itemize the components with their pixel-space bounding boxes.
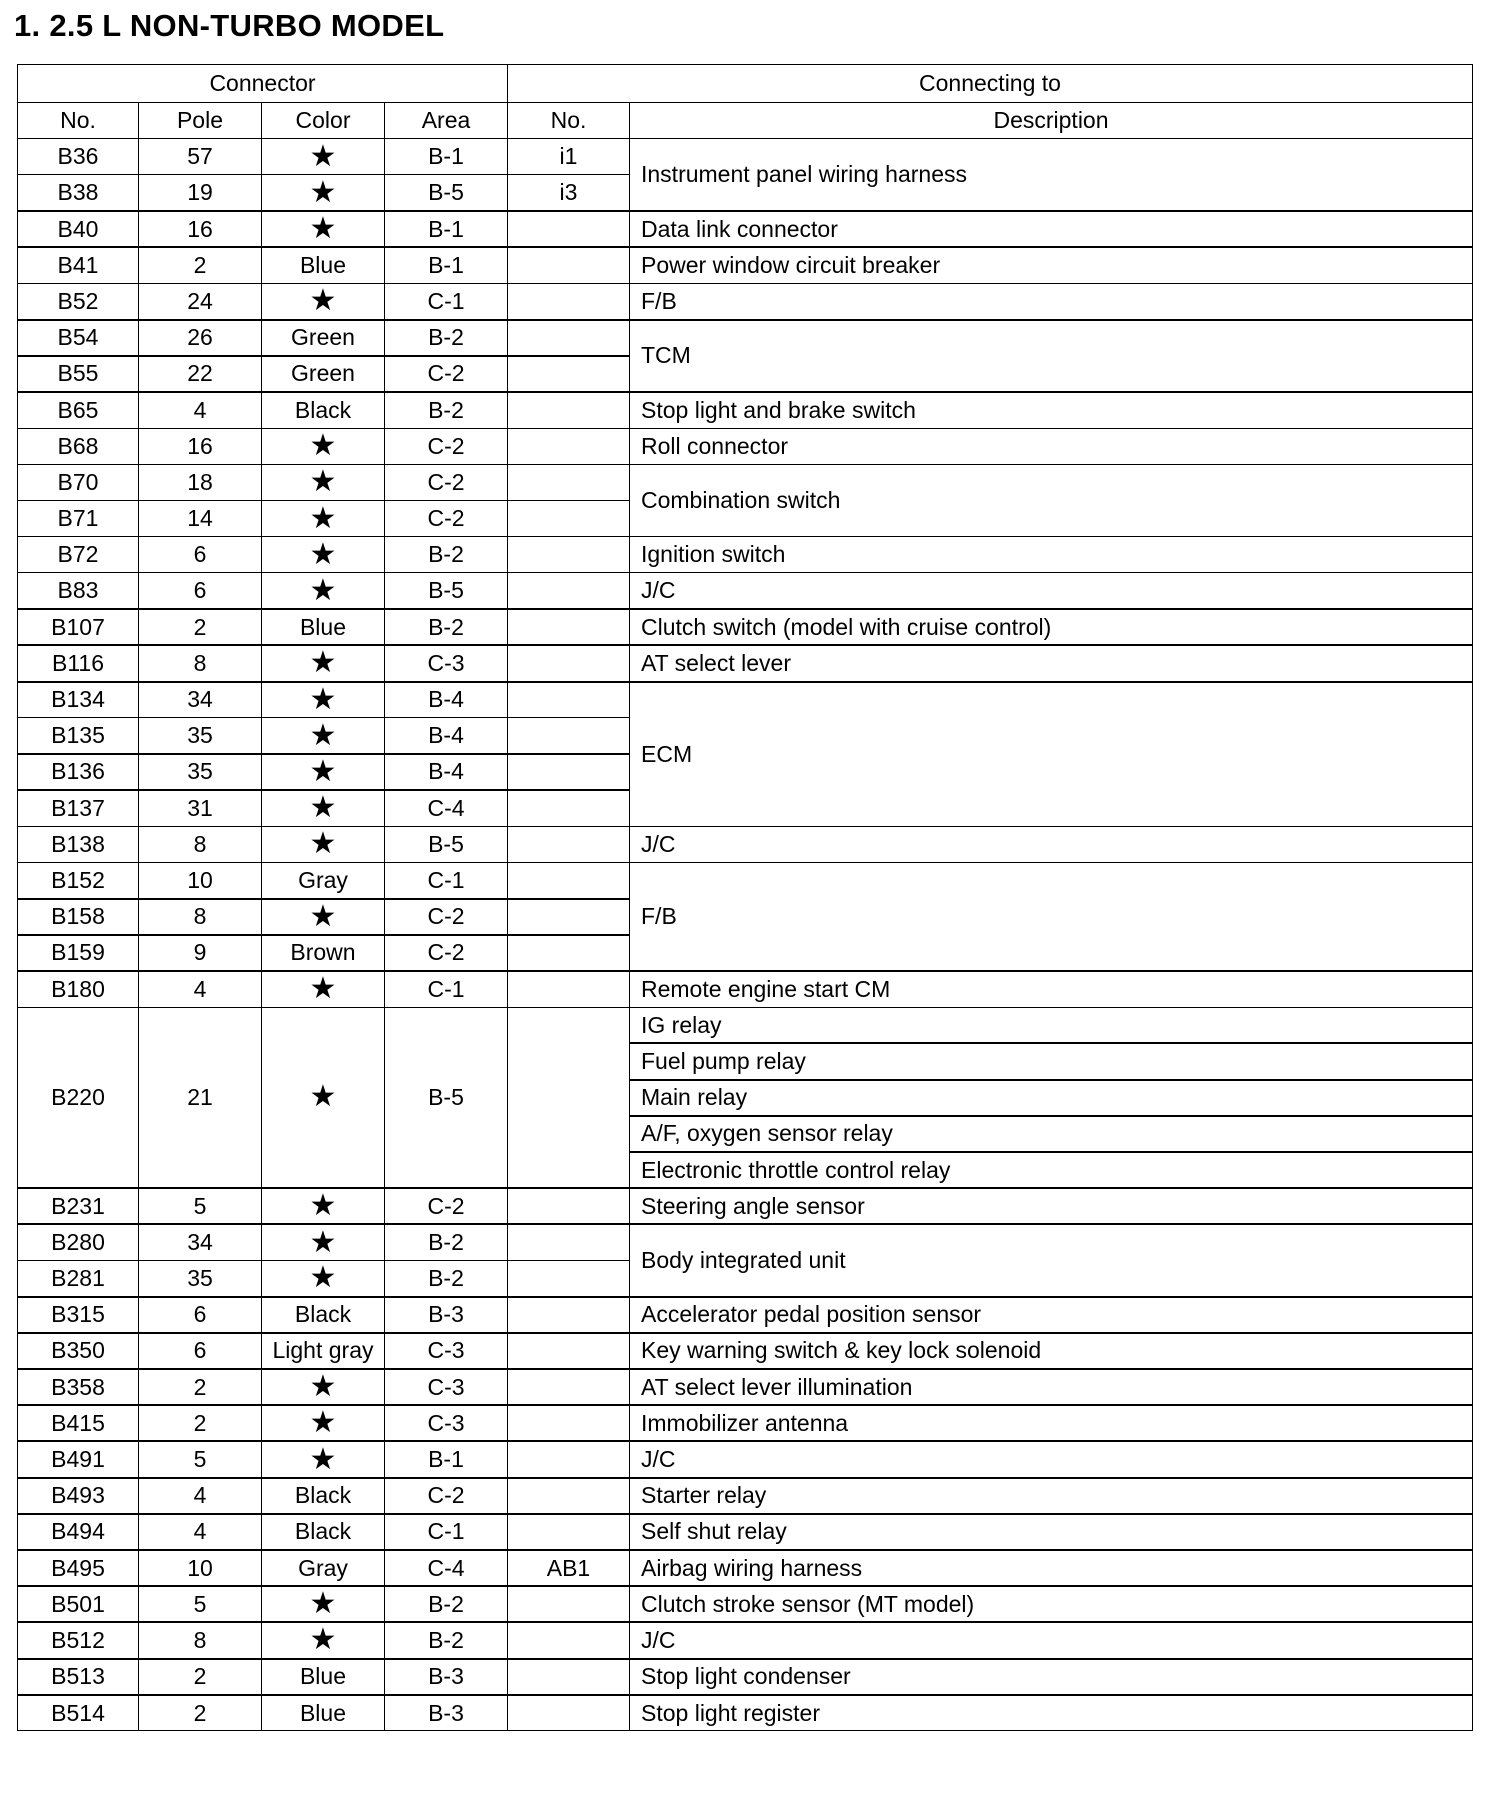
- area-cell: B-1: [385, 139, 508, 175]
- column-header-connecting-no: No.: [508, 103, 630, 139]
- pole-cell: 35: [139, 1261, 262, 1297]
- connecting-no-cell: [508, 501, 630, 537]
- color-cell: ★: [262, 682, 385, 718]
- connecting-no-cell: [508, 790, 630, 826]
- color-cell: Gray: [262, 1550, 385, 1586]
- connector-no-cell: B116: [18, 645, 139, 681]
- table-row: [18, 1007, 1473, 1043]
- page-title: 1. 2.5 L NON-TURBO MODEL: [14, 8, 445, 43]
- connecting-no-cell: [508, 1441, 630, 1477]
- connector-no-cell: B495: [18, 1550, 139, 1586]
- connector-no-cell: B493: [18, 1478, 139, 1514]
- table-row: [18, 609, 1473, 645]
- connector-no-cell: B494: [18, 1514, 139, 1550]
- connector-no-cell: B38: [18, 175, 139, 211]
- pole-cell: 2: [139, 1369, 262, 1405]
- connector-no-cell: B180: [18, 971, 139, 1007]
- connector-no-cell: B55: [18, 356, 139, 392]
- table-row: [18, 1188, 1473, 1224]
- color-cell: ★: [262, 139, 385, 175]
- description-cell: Data link connector: [630, 211, 1473, 247]
- connector-no-cell: B415: [18, 1405, 139, 1441]
- description-cell: Steering angle sensor: [630, 1188, 1473, 1224]
- pole-cell: 9: [139, 935, 262, 971]
- description-cell: F/B: [630, 862, 1473, 971]
- table-row: [18, 428, 1473, 464]
- description-cell: Key warning switch & key lock solenoid: [630, 1333, 1473, 1369]
- connecting-no-cell: AB1: [508, 1550, 630, 1586]
- pole-cell: 6: [139, 573, 262, 609]
- connecting-no-cell: [508, 935, 630, 971]
- pole-cell: 5: [139, 1188, 262, 1224]
- area-cell: C-2: [385, 356, 508, 392]
- table-row: [18, 1297, 1473, 1333]
- area-cell: B-3: [385, 1297, 508, 1333]
- pole-cell: 22: [139, 356, 262, 392]
- table-row: [18, 1550, 1473, 1586]
- table-row: [18, 1659, 1473, 1695]
- connecting-no-cell: [508, 862, 630, 898]
- description-cell: J/C: [630, 826, 1473, 862]
- connecting-no-cell: [508, 718, 630, 754]
- connector-no-cell: B68: [18, 428, 139, 464]
- color-cell: ★: [262, 971, 385, 1007]
- connecting-no-cell: [508, 1261, 630, 1297]
- description-cell: Immobilizer antenna: [630, 1405, 1473, 1441]
- description-cell: Power window circuit breaker: [630, 247, 1473, 283]
- table-row: [18, 1622, 1473, 1658]
- area-cell: B-2: [385, 1261, 508, 1297]
- description-cell: Accelerator pedal position sensor: [630, 1297, 1473, 1333]
- area-cell: C-1: [385, 862, 508, 898]
- connecting-no-cell: [508, 899, 630, 935]
- description-cell: Self shut relay: [630, 1514, 1473, 1550]
- connector-group-header: Connector: [18, 65, 508, 103]
- table-row: [18, 1441, 1473, 1477]
- pole-cell: 26: [139, 320, 262, 356]
- color-cell: ★: [262, 1622, 385, 1658]
- connecting-to-group-header: Connecting to: [508, 65, 1473, 103]
- color-cell: ★: [262, 1441, 385, 1477]
- color-cell: ★: [262, 1224, 385, 1260]
- color-cell: ★: [262, 645, 385, 681]
- connector-no-cell: B350: [18, 1333, 139, 1369]
- color-cell: Green: [262, 320, 385, 356]
- connecting-no-cell: [508, 464, 630, 500]
- pole-cell: 10: [139, 1550, 262, 1586]
- area-cell: C-1: [385, 1514, 508, 1550]
- description-cell: J/C: [630, 1441, 1473, 1477]
- connecting-no-cell: [508, 1622, 630, 1658]
- description-cell: J/C: [630, 1622, 1473, 1658]
- description-cell: Ignition switch: [630, 537, 1473, 573]
- area-cell: B-1: [385, 1441, 508, 1477]
- connector-no-cell: B40: [18, 211, 139, 247]
- area-cell: C-2: [385, 464, 508, 500]
- connector-no-cell: B280: [18, 1224, 139, 1260]
- description-cell: Body integrated unit: [630, 1224, 1473, 1296]
- area-cell: B-2: [385, 1622, 508, 1658]
- pole-cell: 35: [139, 718, 262, 754]
- pole-cell: 14: [139, 501, 262, 537]
- area-cell: B-3: [385, 1695, 508, 1731]
- table-body: [18, 139, 1473, 1731]
- pole-cell: 6: [139, 1333, 262, 1369]
- color-cell: ★: [262, 428, 385, 464]
- description-cell: AT select lever illumination: [630, 1369, 1473, 1405]
- color-cell: ★: [262, 573, 385, 609]
- color-cell: ★: [262, 1007, 385, 1188]
- connector-no-cell: B220: [18, 1007, 139, 1188]
- pole-cell: 10: [139, 862, 262, 898]
- connector-no-cell: B491: [18, 1441, 139, 1477]
- connecting-no-cell: [508, 682, 630, 718]
- description-cell: Fuel pump relay: [630, 1043, 1473, 1079]
- area-cell: B-2: [385, 609, 508, 645]
- pole-cell: 8: [139, 1622, 262, 1658]
- connecting-no-cell: [508, 537, 630, 573]
- description-cell: J/C: [630, 573, 1473, 609]
- pole-cell: 8: [139, 645, 262, 681]
- connector-no-cell: B137: [18, 790, 139, 826]
- table-row: [18, 320, 1473, 356]
- description-cell: Main relay: [630, 1080, 1473, 1116]
- area-cell: C-2: [385, 899, 508, 935]
- table-row: [18, 1224, 1473, 1260]
- description-cell: AT select lever: [630, 645, 1473, 681]
- color-cell: Brown: [262, 935, 385, 971]
- color-cell: ★: [262, 1586, 385, 1622]
- table-row: [18, 1405, 1473, 1441]
- pole-cell: 34: [139, 1224, 262, 1260]
- connector-no-cell: B72: [18, 537, 139, 573]
- connecting-no-cell: [508, 392, 630, 428]
- table-row: [18, 537, 1473, 573]
- connecting-no-cell: [508, 320, 630, 356]
- pole-cell: 2: [139, 1405, 262, 1441]
- color-cell: Light gray: [262, 1333, 385, 1369]
- pole-cell: 16: [139, 211, 262, 247]
- connector-no-cell: B41: [18, 247, 139, 283]
- connector-no-cell: B71: [18, 501, 139, 537]
- description-cell: Clutch switch (model with cruise control): [630, 609, 1473, 645]
- connecting-no-cell: [508, 1695, 630, 1731]
- color-cell: Black: [262, 1478, 385, 1514]
- area-cell: C-1: [385, 971, 508, 1007]
- pole-cell: 5: [139, 1441, 262, 1477]
- column-header-area: Area: [385, 103, 508, 139]
- table-row: [18, 826, 1473, 862]
- color-cell: ★: [262, 211, 385, 247]
- pole-cell: 21: [139, 1007, 262, 1188]
- connecting-no-cell: [508, 1224, 630, 1260]
- connector-no-cell: B512: [18, 1622, 139, 1658]
- pole-cell: 24: [139, 283, 262, 319]
- color-cell: ★: [262, 899, 385, 935]
- connector-no-cell: B52: [18, 283, 139, 319]
- area-cell: B-1: [385, 211, 508, 247]
- column-header-pole: Pole: [139, 103, 262, 139]
- table-row: [18, 1586, 1473, 1622]
- table-row: [18, 1478, 1473, 1514]
- connecting-no-cell: [508, 1586, 630, 1622]
- column-header-color: Color: [262, 103, 385, 139]
- area-cell: B-2: [385, 537, 508, 573]
- connecting-no-cell: [508, 1297, 630, 1333]
- area-cell: B-5: [385, 573, 508, 609]
- color-cell: ★: [262, 1261, 385, 1297]
- table-row: [18, 139, 1473, 175]
- area-cell: B-5: [385, 1007, 508, 1188]
- color-cell: Blue: [262, 1695, 385, 1731]
- pole-cell: 35: [139, 754, 262, 790]
- description-cell: Remote engine start CM: [630, 971, 1473, 1007]
- connector-no-cell: B36: [18, 139, 139, 175]
- connector-no-cell: B501: [18, 1586, 139, 1622]
- area-cell: C-3: [385, 1333, 508, 1369]
- color-cell: Gray: [262, 862, 385, 898]
- connecting-no-cell: [508, 573, 630, 609]
- connector-no-cell: B358: [18, 1369, 139, 1405]
- description-cell: Electronic throttle control relay: [630, 1152, 1473, 1188]
- table-row: [18, 211, 1473, 247]
- connecting-no-cell: [508, 1514, 630, 1550]
- table-row: [18, 283, 1473, 319]
- connector-no-cell: B152: [18, 862, 139, 898]
- color-cell: ★: [262, 826, 385, 862]
- table-row: [18, 464, 1473, 500]
- connector-no-cell: B159: [18, 935, 139, 971]
- pole-cell: 2: [139, 1659, 262, 1695]
- color-cell: Black: [262, 1514, 385, 1550]
- color-cell: Black: [262, 1297, 385, 1333]
- description-cell: Stop light condenser: [630, 1659, 1473, 1695]
- connector-no-cell: B70: [18, 464, 139, 500]
- column-header-connector-no: No.: [18, 103, 139, 139]
- connector-no-cell: B136: [18, 754, 139, 790]
- connector-no-cell: B231: [18, 1188, 139, 1224]
- connector-no-cell: B513: [18, 1659, 139, 1695]
- description-cell: A/F, oxygen sensor relay: [630, 1116, 1473, 1152]
- connector-table: [17, 64, 1473, 1731]
- area-cell: B-1: [385, 247, 508, 283]
- color-cell: ★: [262, 501, 385, 537]
- area-cell: C-3: [385, 645, 508, 681]
- table-row: [18, 645, 1473, 681]
- color-cell: Green: [262, 356, 385, 392]
- connector-no-cell: B65: [18, 392, 139, 428]
- connecting-no-cell: [508, 754, 630, 790]
- color-cell: Black: [262, 392, 385, 428]
- area-cell: C-1: [385, 283, 508, 319]
- pole-cell: 8: [139, 899, 262, 935]
- table-row: [18, 1514, 1473, 1550]
- pole-cell: 57: [139, 139, 262, 175]
- pole-cell: 4: [139, 392, 262, 428]
- color-cell: ★: [262, 464, 385, 500]
- description-cell: Instrument panel wiring harness: [630, 139, 1473, 211]
- table-row: [18, 1333, 1473, 1369]
- table-row: [18, 971, 1473, 1007]
- connector-no-cell: B514: [18, 1695, 139, 1731]
- description-cell: Stop light and brake switch: [630, 392, 1473, 428]
- pole-cell: 34: [139, 682, 262, 718]
- pole-cell: 18: [139, 464, 262, 500]
- description-cell: TCM: [630, 320, 1473, 392]
- connecting-no-cell: [508, 428, 630, 464]
- description-cell: Airbag wiring harness: [630, 1550, 1473, 1586]
- table-row: [18, 247, 1473, 283]
- connecting-no-cell: [508, 247, 630, 283]
- description-cell: ECM: [630, 682, 1473, 827]
- connecting-no-cell: [508, 211, 630, 247]
- description-cell: F/B: [630, 283, 1473, 319]
- area-cell: C-4: [385, 1550, 508, 1586]
- connecting-no-cell: [508, 1188, 630, 1224]
- connecting-no-cell: [508, 826, 630, 862]
- connecting-no-cell: [508, 1405, 630, 1441]
- area-cell: B-2: [385, 1586, 508, 1622]
- connecting-no-cell: [508, 283, 630, 319]
- color-cell: Blue: [262, 609, 385, 645]
- color-cell: ★: [262, 537, 385, 573]
- connector-no-cell: B54: [18, 320, 139, 356]
- table-row: [18, 392, 1473, 428]
- description-cell: Roll connector: [630, 428, 1473, 464]
- connector-no-cell: B83: [18, 573, 139, 609]
- color-cell: ★: [262, 175, 385, 211]
- connecting-no-cell: [508, 1007, 630, 1188]
- color-cell: ★: [262, 1188, 385, 1224]
- table-row: [18, 862, 1473, 898]
- pole-cell: 16: [139, 428, 262, 464]
- pole-cell: 4: [139, 1478, 262, 1514]
- connecting-no-cell: [508, 609, 630, 645]
- area-cell: B-2: [385, 320, 508, 356]
- pole-cell: 31: [139, 790, 262, 826]
- pole-cell: 2: [139, 609, 262, 645]
- connector-no-cell: B138: [18, 826, 139, 862]
- pole-cell: 19: [139, 175, 262, 211]
- color-cell: ★: [262, 283, 385, 319]
- area-cell: B-4: [385, 682, 508, 718]
- connecting-no-cell: i3: [508, 175, 630, 211]
- area-cell: B-2: [385, 1224, 508, 1260]
- pole-cell: 6: [139, 1297, 262, 1333]
- connecting-no-cell: [508, 645, 630, 681]
- connector-no-cell: B315: [18, 1297, 139, 1333]
- pole-cell: 4: [139, 1514, 262, 1550]
- description-cell: Stop light register: [630, 1695, 1473, 1731]
- connecting-no-cell: [508, 971, 630, 1007]
- pole-cell: 8: [139, 826, 262, 862]
- area-cell: B-2: [385, 392, 508, 428]
- area-cell: B-5: [385, 175, 508, 211]
- connecting-no-cell: [508, 1333, 630, 1369]
- color-cell: Blue: [262, 1659, 385, 1695]
- connecting-no-cell: [508, 1369, 630, 1405]
- connector-no-cell: B135: [18, 718, 139, 754]
- area-cell: C-3: [385, 1405, 508, 1441]
- connecting-no-cell: [508, 1659, 630, 1695]
- pole-cell: 2: [139, 247, 262, 283]
- description-cell: Combination switch: [630, 464, 1473, 536]
- area-cell: C-4: [385, 790, 508, 826]
- connecting-no-cell: i1: [508, 139, 630, 175]
- connecting-no-cell: [508, 1478, 630, 1514]
- pole-cell: 2: [139, 1695, 262, 1731]
- color-cell: ★: [262, 1369, 385, 1405]
- area-cell: B-3: [385, 1659, 508, 1695]
- color-cell: ★: [262, 1405, 385, 1441]
- pole-cell: 4: [139, 971, 262, 1007]
- area-cell: C-2: [385, 428, 508, 464]
- area-cell: C-2: [385, 1188, 508, 1224]
- area-cell: C-2: [385, 1478, 508, 1514]
- description-cell: Starter relay: [630, 1478, 1473, 1514]
- color-cell: ★: [262, 790, 385, 826]
- color-cell: Blue: [262, 247, 385, 283]
- area-cell: B-5: [385, 826, 508, 862]
- connecting-no-cell: [508, 356, 630, 392]
- column-header-description: Description: [630, 103, 1473, 139]
- connector-no-cell: B107: [18, 609, 139, 645]
- area-cell: B-4: [385, 718, 508, 754]
- table-row: [18, 1369, 1473, 1405]
- color-cell: ★: [262, 754, 385, 790]
- description-cell: IG relay: [630, 1007, 1473, 1043]
- area-cell: C-3: [385, 1369, 508, 1405]
- description-cell: Clutch stroke sensor (MT model): [630, 1586, 1473, 1622]
- table-row: [18, 573, 1473, 609]
- area-cell: C-2: [385, 501, 508, 537]
- connector-no-cell: B158: [18, 899, 139, 935]
- color-cell: ★: [262, 718, 385, 754]
- area-cell: B-4: [385, 754, 508, 790]
- connector-no-cell: B281: [18, 1261, 139, 1297]
- pole-cell: 5: [139, 1586, 262, 1622]
- pole-cell: 6: [139, 537, 262, 573]
- table-row: [18, 682, 1473, 718]
- table-row: [18, 1695, 1473, 1731]
- connector-no-cell: B134: [18, 682, 139, 718]
- area-cell: C-2: [385, 935, 508, 971]
